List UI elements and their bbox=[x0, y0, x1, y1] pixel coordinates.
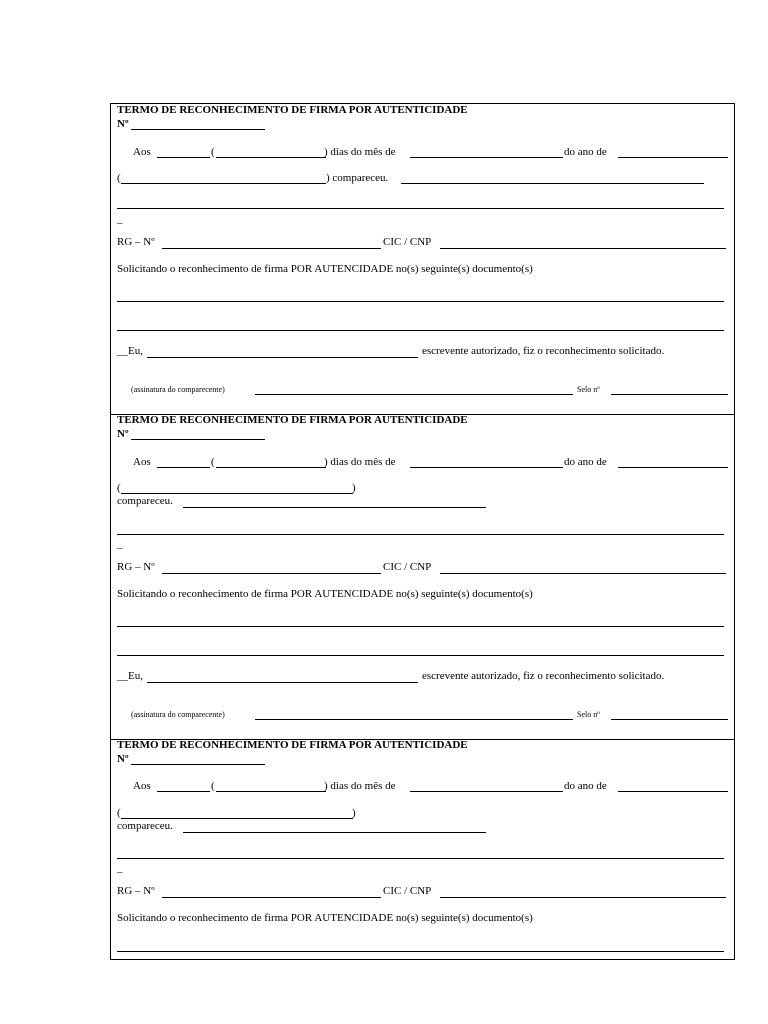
numero-blank[interactable] bbox=[131, 764, 265, 765]
selo-label: Selo nº bbox=[577, 710, 600, 719]
ano-extenso-blank[interactable] bbox=[121, 818, 353, 819]
numero-label: Nº bbox=[117, 428, 129, 440]
selo-blank[interactable] bbox=[611, 394, 728, 395]
aos-label: Aos bbox=[133, 456, 151, 468]
open-paren: ( bbox=[117, 807, 121, 819]
eu-label: __Eu, bbox=[117, 670, 143, 682]
solicitando-text: Solicitando o reconhecimento de firma POR AUTENCIDADE no(s) seguinte(s) documento(s) bbox=[117, 588, 533, 600]
documento-blank[interactable] bbox=[117, 951, 724, 952]
numero-blank[interactable] bbox=[131, 129, 265, 130]
cic-blank[interactable] bbox=[440, 248, 726, 249]
numero-blank[interactable] bbox=[131, 439, 265, 440]
ano-label: do ano de bbox=[564, 146, 607, 158]
cic-blank[interactable] bbox=[440, 897, 726, 898]
dia-extenso-blank[interactable] bbox=[216, 157, 326, 158]
aos-label: Aos bbox=[133, 146, 151, 158]
assinatura-blank[interactable] bbox=[255, 394, 573, 395]
mes-blank[interactable] bbox=[410, 791, 563, 792]
form-title: TERMO DE RECONHECIMENTO DE FIRMA POR AUTENTICIDADE bbox=[117, 104, 468, 116]
rg-blank[interactable] bbox=[162, 248, 381, 249]
escrevente-text: escrevente autorizado, fiz o reconhecimento solicitado. bbox=[422, 345, 665, 357]
cic-label: CIC / CNP bbox=[383, 885, 432, 897]
cic-blank[interactable] bbox=[440, 573, 726, 574]
close-paren: ) bbox=[352, 482, 356, 494]
ano-blank[interactable] bbox=[618, 157, 728, 158]
form-title: TERMO DE RECONHECIMENTO DE FIRMA POR AUTENTICIDADE bbox=[117, 739, 468, 751]
documento-blank[interactable] bbox=[117, 330, 724, 331]
open-paren: ( bbox=[211, 146, 215, 158]
compareceu-label: compareceu. bbox=[117, 820, 173, 832]
numero-label: Nº bbox=[117, 118, 129, 130]
numero-label: Nº bbox=[117, 753, 129, 765]
selo-label: Selo nº bbox=[577, 385, 600, 394]
compareceu-label: compareceu. bbox=[117, 495, 173, 507]
ano-label: do ano de bbox=[564, 456, 607, 468]
rg-blank[interactable] bbox=[162, 573, 381, 574]
dia-extenso-blank[interactable] bbox=[216, 467, 326, 468]
rg-label: RG – Nº bbox=[117, 236, 155, 248]
open-paren: ( bbox=[117, 172, 121, 184]
dia-blank[interactable] bbox=[157, 467, 210, 468]
nome-continuation-blank[interactable] bbox=[117, 534, 724, 535]
ano-label: do ano de bbox=[564, 780, 607, 792]
dias-label: ) dias do mês de bbox=[324, 456, 396, 468]
documento-blank[interactable] bbox=[117, 301, 724, 302]
rg-label: RG – Nº bbox=[117, 885, 155, 897]
close-paren: ) bbox=[352, 807, 356, 819]
dash: – bbox=[117, 866, 123, 878]
assinatura-label: (assinatura do comparecente) bbox=[131, 710, 225, 719]
documento-blank[interactable] bbox=[117, 655, 724, 656]
compareceu-label: ) compareceu. bbox=[326, 172, 389, 184]
open-paren: ( bbox=[211, 456, 215, 468]
nome-blank[interactable] bbox=[401, 183, 704, 184]
mes-blank[interactable] bbox=[410, 157, 563, 158]
assinatura-blank[interactable] bbox=[255, 719, 573, 720]
nome-blank[interactable] bbox=[183, 832, 486, 833]
selo-blank[interactable] bbox=[611, 719, 728, 720]
rg-blank[interactable] bbox=[162, 897, 381, 898]
dia-blank[interactable] bbox=[157, 791, 210, 792]
rg-label: RG – Nº bbox=[117, 561, 155, 573]
ano-blank[interactable] bbox=[618, 791, 728, 792]
escrevente-blank[interactable] bbox=[147, 682, 418, 683]
dia-extenso-blank[interactable] bbox=[216, 791, 326, 792]
dash: – bbox=[117, 217, 123, 229]
dash: – bbox=[117, 542, 123, 554]
solicitando-text: Solicitando o reconhecimento de firma POR AUTENCIDADE no(s) seguinte(s) documento(s) bbox=[117, 912, 533, 924]
open-paren: ( bbox=[117, 482, 121, 494]
open-paren: ( bbox=[211, 780, 215, 792]
dias-label: ) dias do mês de bbox=[324, 146, 396, 158]
dias-label: ) dias do mês de bbox=[324, 780, 396, 792]
eu-label: __Eu, bbox=[117, 345, 143, 357]
nome-continuation-blank[interactable] bbox=[117, 208, 724, 209]
escrevente-blank[interactable] bbox=[147, 357, 418, 358]
cic-label: CIC / CNP bbox=[383, 561, 432, 573]
mes-blank[interactable] bbox=[410, 467, 563, 468]
form-title: TERMO DE RECONHECIMENTO DE FIRMA POR AUTENTICIDADE bbox=[117, 414, 468, 426]
assinatura-label: (assinatura do comparecente) bbox=[131, 385, 225, 394]
aos-label: Aos bbox=[133, 780, 151, 792]
ano-extenso-blank[interactable] bbox=[121, 493, 353, 494]
documento-blank[interactable] bbox=[117, 626, 724, 627]
nome-continuation-blank[interactable] bbox=[117, 858, 724, 859]
dia-blank[interactable] bbox=[157, 157, 210, 158]
ano-blank[interactable] bbox=[618, 467, 728, 468]
solicitando-text: Solicitando o reconhecimento de firma POR AUTENCIDADE no(s) seguinte(s) documento(s) bbox=[117, 263, 533, 275]
ano-extenso-blank[interactable] bbox=[121, 183, 326, 184]
nome-blank[interactable] bbox=[183, 507, 486, 508]
escrevente-text: escrevente autorizado, fiz o reconhecimento solicitado. bbox=[422, 670, 665, 682]
cic-label: CIC / CNP bbox=[383, 236, 432, 248]
